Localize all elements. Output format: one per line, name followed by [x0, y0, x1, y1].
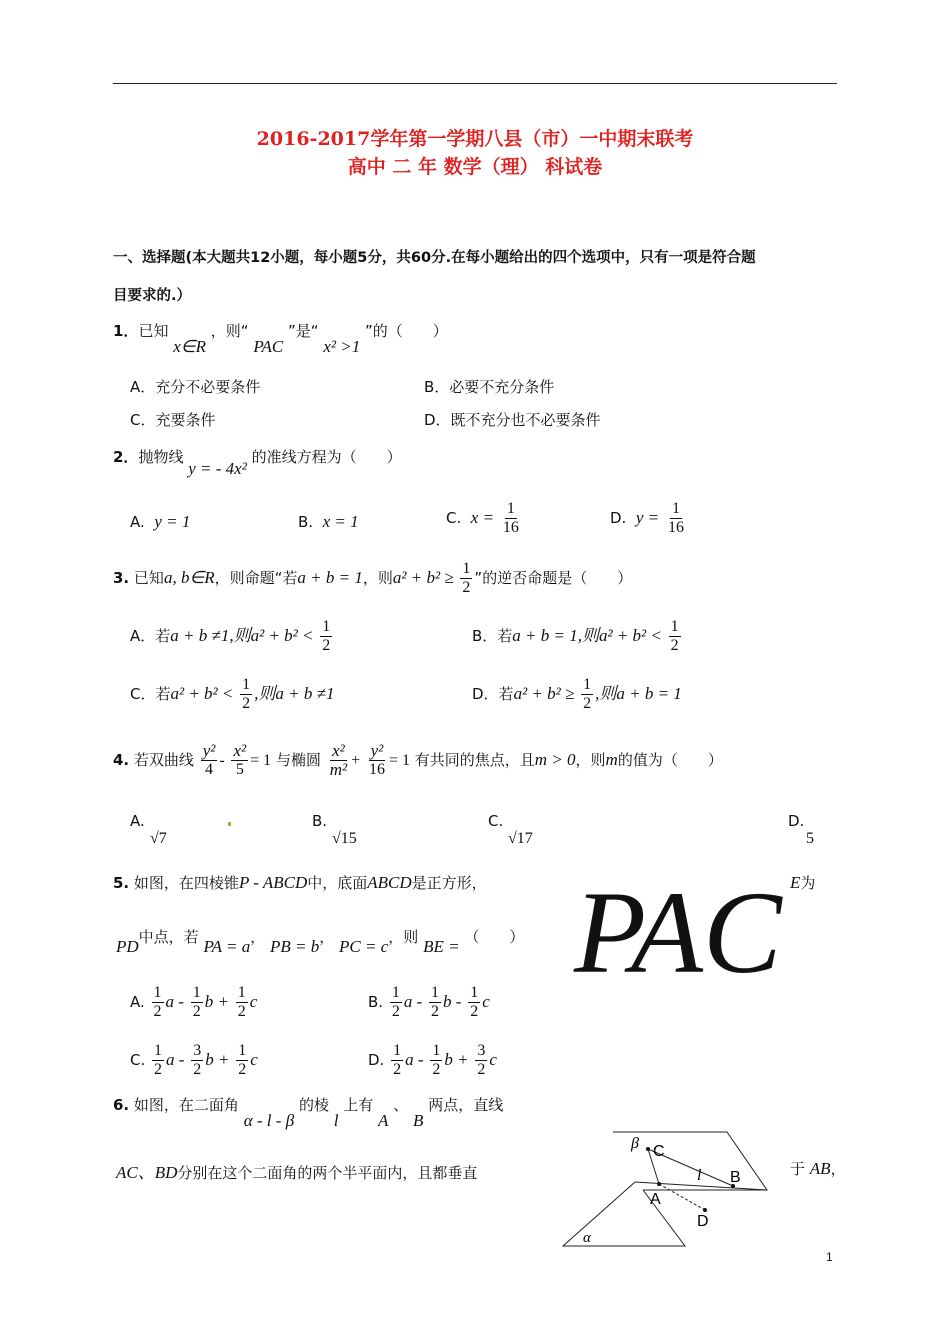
q4-option-c: C. √17 — [488, 812, 533, 847]
q5-option-d: D. $\frac{1}{2}$ a - $\frac{1}{2}$ b + $\frac{3}{2}$ c — [368, 1042, 497, 1078]
label-d: D — [697, 1213, 709, 1230]
label-beta: β — [631, 1135, 639, 1152]
q2-option-a: A. y = 1 — [130, 512, 191, 531]
q5-option-b: B. $\frac{1}{2}$ a - $\frac{1}{2}$ b - $\frac{1}{2}$ c — [368, 984, 490, 1020]
question-5-e: E为 — [790, 873, 816, 892]
section-heading: 一、选择题(本大题共12小题，每小题5分，共60分.在每小题给出的四个选项中，只有一项是符合题 — [113, 250, 756, 266]
header-rule — [113, 83, 837, 84]
exam-subtitle: 高中 二 年 数学（理） 科试卷 — [347, 156, 603, 178]
q2-option-c: C. x = $\frac{1}{16}$ — [446, 500, 519, 536]
q3-option-c: C．若a² + b² < $\frac{1}{2}$ ,则a + b ≠1 — [130, 676, 335, 712]
question-2: 2．抛物线 y = - 4x² 的准线方程为（ ） — [113, 448, 402, 478]
exam-title: 2016-2017学年第一学期八县（市）一中期末联考 — [256, 128, 694, 150]
stray-dot — [228, 822, 231, 826]
question-3: 3. 已知a, b∈R，则命题“若a + b = 1，则a² + b² ≥ $\frac{1}{2}$ ”的逆否命题是（ ） — [113, 560, 633, 596]
q1-option-a: A．充分不必要条件 — [130, 378, 261, 396]
q5-option-a: A. $\frac{1}{2}$ a - $\frac{1}{2}$ b + $\frac{1}{2}$ c — [130, 984, 258, 1020]
pac-large-text: PAC — [574, 867, 782, 998]
q1-option-b: B．必要不充分条件 — [424, 378, 555, 396]
q5-option-c: C. $\frac{1}{2}$ a - $\frac{3}{2}$ b + $\frac{1}{2}$ c — [130, 1042, 258, 1078]
plane-alpha — [563, 1182, 685, 1246]
label-b: B — [730, 1169, 741, 1186]
q3-option-a: A．若a + b ≠1,则a² + b² < $\frac{1}{2}$ — [130, 618, 331, 654]
label-c: C — [653, 1143, 665, 1160]
label-a: A — [650, 1191, 661, 1208]
q1-option-c: C．充要条件 — [130, 411, 216, 429]
q2-option-d: D. y = $\frac{1}{16}$ — [610, 500, 684, 536]
question-6-line2-end: 于 AB， — [790, 1159, 846, 1178]
q4-option-d: D. 5 — [788, 812, 814, 847]
question-4: 4. 若双曲线 $\frac{\text{y²}}{4}$ - $\frac{\text{x²}}{5}$ = 1 与椭圆 $\frac{\text{x²}}{\text{m²}}$ + $\frac{\text{y²}}{16}$ = 1 有共同的焦点，且m > 0，则m的值为（ ） — [113, 741, 723, 779]
segment-ad — [659, 1184, 705, 1210]
q4-option-b: B. √15 — [312, 812, 357, 847]
point-c — [646, 1147, 650, 1151]
question-5-line2: PD中点，若 PA = a， PB = b， PC = c，则 BE = （ ） — [116, 928, 525, 956]
label-l: l — [697, 1167, 702, 1184]
q1-option-d: D．既不充分也不必要条件 — [424, 411, 601, 429]
question-6-line1: 6. 如图，在二面角 α - l - β 的棱 l 上有 A 、 B 两点，直线 — [113, 1096, 504, 1130]
question-6-line2: AC、BD分别在这个二面角的两个半平面内，且都垂直 — [116, 1163, 478, 1182]
question-1: 1．已知 x∈R ，则“ PAC ”是“ x² >1 ”的（ ） — [113, 322, 448, 356]
question-5-line1: 5. 如图，在四棱锥P - ABCD中，底面ABCD是正方形， — [113, 873, 487, 892]
q3-option-b: B．若a + b = 1,则a² + b² < $\frac{1}{2}$ — [472, 618, 679, 654]
label-alpha: α — [583, 1230, 591, 1246]
q2-option-b: B. x = 1 — [298, 512, 359, 531]
page-number: 1 — [826, 1250, 833, 1264]
point-a — [657, 1182, 661, 1186]
dihedral-angle-figure — [555, 1122, 780, 1250]
q3-option-d: D．若a² + b² ≥ $\frac{1}{2}$ ,则a + b = 1 — [472, 676, 682, 712]
point-d — [703, 1208, 707, 1212]
q4-option-a: A. √7 — [130, 812, 167, 847]
section-heading-cont: 目要求的.） — [113, 288, 192, 304]
